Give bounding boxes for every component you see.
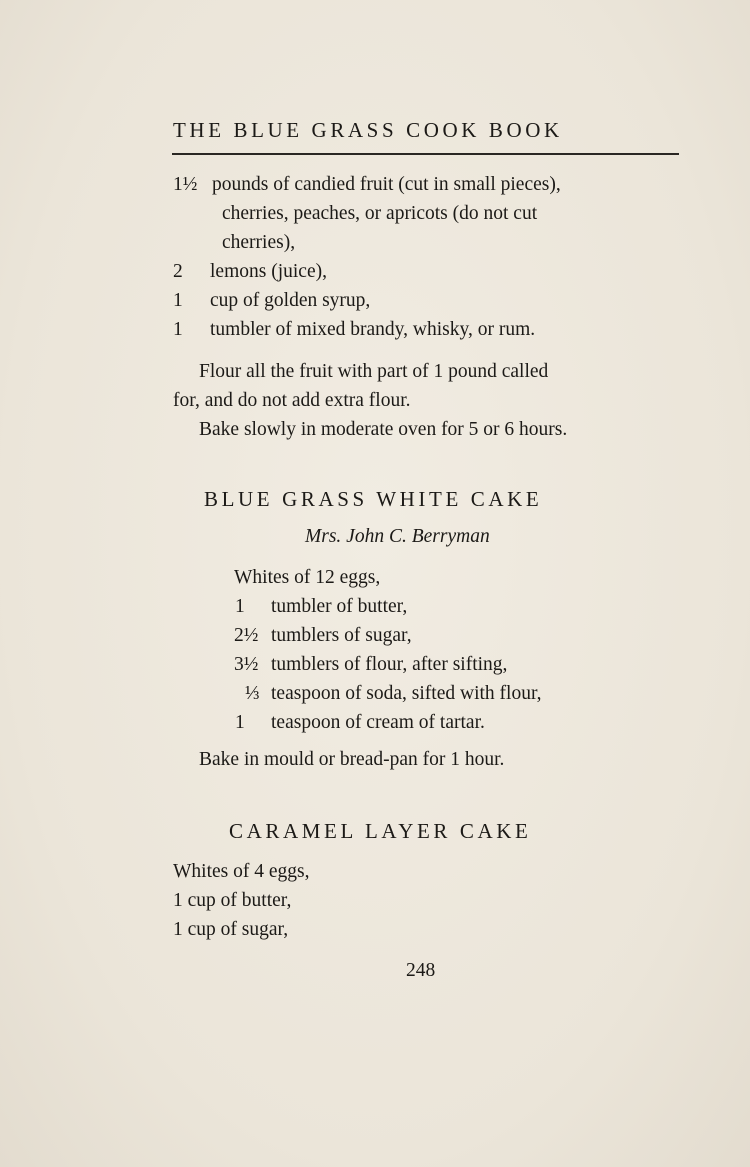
header-rule [172,153,679,155]
ingredient-qty: 1 [235,596,245,617]
ingredient-text: tumblers of flour, after sifting, [271,654,508,675]
ingredient-text: cherries, peaches, or apricots (do not cut [222,203,538,224]
ingredient-qty: 2 [173,261,183,282]
ingredient-text: lemons (juice), [210,261,327,282]
ingredient-text: 1 cup of butter, [173,890,292,911]
ingredient-text: cherries), [222,232,296,253]
ingredient-text: Whites of 12 eggs, [234,567,381,588]
ingredient-text: tumblers of sugar, [271,625,412,646]
ingredient-text: tumbler of mixed brandy, whisky, or rum. [210,319,536,340]
instruction-line: Bake slowly in moderate oven for 5 or 6 hours. [199,419,568,440]
ingredient-text: 1 cup of sugar, [173,919,289,940]
ingredient-text: teaspoon of cream of tartar. [271,712,485,733]
ingredient-qty: ⅓ [245,683,260,704]
ingredient-qty: 2½ [234,625,259,646]
ingredient-text: pounds of candied fruit (cut in small pieces), [212,174,561,195]
recipe-author: Mrs. John C. Berryman [305,526,490,547]
ingredient-qty: 1 [235,712,245,733]
ingredient-text: cup of golden syrup, [210,290,371,311]
instruction-line: Flour all the fruit with part of 1 pound called [199,361,549,382]
page-number: 248 [406,960,436,981]
ingredient-text: teaspoon of soda, sifted with flour, [271,683,542,704]
instruction-line: Bake in mould or bread-pan for 1 hour. [199,749,505,770]
ingredient-qty: 1 [173,290,183,311]
recipe-title-white-cake: BLUE GRASS WHITE CAKE [204,487,543,511]
ingredient-text: Whites of 4 eggs, [173,861,310,882]
ingredient-qty: 1 [173,319,183,340]
ingredient-qty: 1½ [173,174,198,195]
running-header: THE BLUE GRASS COOK BOOK [173,118,563,142]
recipe-title-caramel-cake: CARAMEL LAYER CAKE [229,819,532,843]
ingredient-qty: 3½ [234,654,259,675]
instruction-line: for, and do not add extra flour. [173,390,411,411]
ingredient-text: tumbler of butter, [271,596,408,617]
